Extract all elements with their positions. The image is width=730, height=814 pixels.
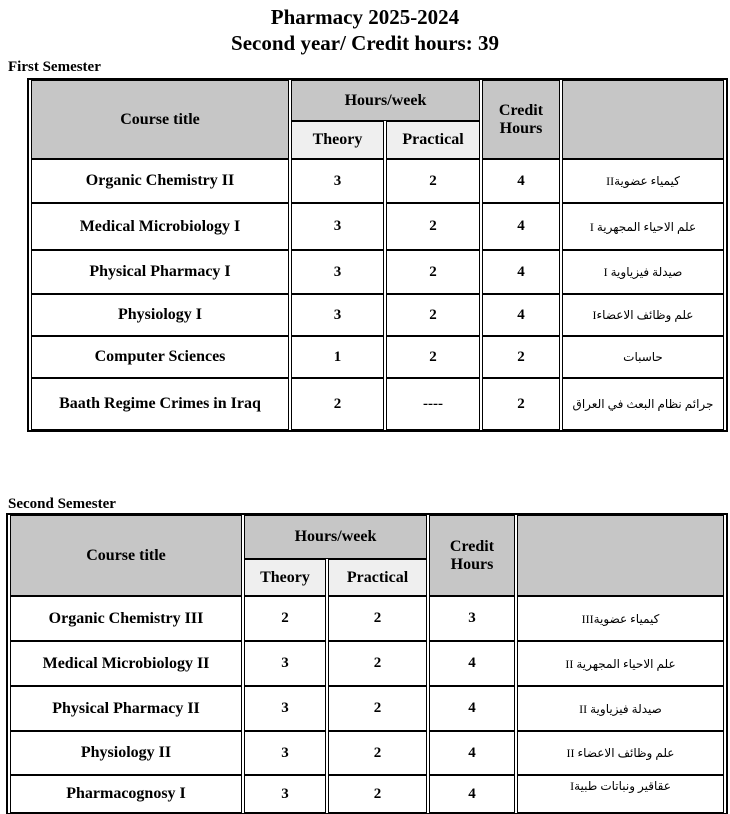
- table-row: [31, 250, 724, 294]
- course-title-cell: Physiology II: [10, 731, 242, 775]
- course-title-cell: Physical Pharmacy II: [10, 686, 242, 731]
- header-row-main: [31, 80, 724, 121]
- credit-hours-header: Credit Hours: [482, 80, 560, 159]
- practical-hours-cell: 2: [328, 731, 427, 775]
- theory-hours-cell: 2: [291, 378, 384, 430]
- course-title-header: Course title: [10, 515, 242, 596]
- practical-hours-cell: ----: [386, 378, 480, 430]
- arabic-title-cell: عقاقير ونباتات طبيةI: [517, 775, 724, 813]
- table-row: [31, 378, 724, 430]
- practical-hours-cell: 2: [328, 596, 427, 641]
- credit-hours-cell: 4: [429, 686, 515, 731]
- credit-hours-cell: 4: [429, 641, 515, 686]
- table-row: [10, 686, 724, 731]
- credit-hours-cell: 2: [482, 336, 560, 378]
- arabic-title-cell: علم وظائف الاعضاءI: [562, 294, 724, 336]
- theory-hours-cell: 3: [291, 203, 384, 250]
- arabic-title-cell: صيدلة فيزياوية I: [562, 250, 724, 294]
- credit-hours-cell: 4: [482, 250, 560, 294]
- hours-week-header: Hours/week: [291, 80, 480, 121]
- second-semester-table: [6, 513, 728, 814]
- course-title-cell: Physical Pharmacy I: [31, 250, 289, 294]
- credit-hours-cell: 4: [482, 159, 560, 203]
- credit-hours-cell: 3: [429, 596, 515, 641]
- table-row: [10, 596, 724, 641]
- course-title-cell: Pharmacognosy I: [10, 775, 242, 813]
- theory-hours-cell: 2: [244, 596, 326, 641]
- credit-hours-cell: 2: [482, 378, 560, 430]
- course-title-cell: Baath Regime Crimes in Iraq: [31, 378, 289, 430]
- course-title-cell: Physiology I: [31, 294, 289, 336]
- document-title: [0, 4, 730, 56]
- arabic-title-header: [562, 80, 724, 159]
- theory-hours-cell: 3: [291, 250, 384, 294]
- practical-hours-cell: 2: [328, 641, 427, 686]
- arabic-title-cell: علم الاحياء المجهرية I: [562, 203, 724, 250]
- course-title-header: Course title: [31, 80, 289, 159]
- theory-hours-cell: 1: [291, 336, 384, 378]
- theory-hours-cell: 3: [244, 641, 326, 686]
- table-row: [10, 775, 724, 813]
- first-semester-table: [27, 78, 728, 432]
- practical-hours-cell: 2: [328, 686, 427, 731]
- practical-hours-cell: 2: [328, 775, 427, 813]
- course-title-cell: Computer Sciences: [31, 336, 289, 378]
- arabic-title-cell: صيدلة فيزياوية II: [517, 686, 724, 731]
- arabic-title-cell: علم الاحياء المجهرية II: [517, 641, 724, 686]
- arabic-title-cell: كيمياء عضويةIII: [517, 596, 724, 641]
- course-title-cell: Medical Microbiology II: [10, 641, 242, 686]
- first-semester-heading: First Semester: [8, 59, 101, 75]
- practical-hours-cell: 2: [386, 159, 480, 203]
- credit-hours-cell: 4: [429, 775, 515, 813]
- practical-hours-cell: 2: [386, 294, 480, 336]
- table-row: [31, 336, 724, 378]
- theory-header: Theory: [291, 121, 384, 159]
- credit-hours-header: Credit Hours: [429, 515, 515, 596]
- title-line-2: Second year/ Credit hours: 39: [231, 31, 499, 55]
- arabic-title-cell: جرائم نظام البعث في العراق: [562, 378, 724, 430]
- hours-week-header: Hours/week: [244, 515, 427, 559]
- theory-hours-cell: 3: [244, 775, 326, 813]
- practical-hours-cell: 2: [386, 336, 480, 378]
- course-title-cell: Organic Chemistry III: [10, 596, 242, 641]
- practical-hours-cell: 2: [386, 203, 480, 250]
- course-title-cell: Medical Microbiology I: [31, 203, 289, 250]
- credit-hours-cell: 4: [482, 203, 560, 250]
- theory-hours-cell: 3: [244, 731, 326, 775]
- theory-hours-cell: 3: [291, 159, 384, 203]
- practical-header: Practical: [386, 121, 480, 159]
- title-line-1: Pharmacy 2025-2024: [270, 5, 460, 29]
- arabic-title-cell: كيمياء عضويةII: [562, 159, 724, 203]
- course-title-cell: Organic Chemistry II: [31, 159, 289, 203]
- arabic-title-cell: علم وظائف الاعضاء II: [517, 731, 724, 775]
- credit-hours-cell: 4: [482, 294, 560, 336]
- theory-hours-cell: 3: [244, 686, 326, 731]
- theory-header: Theory: [244, 559, 326, 596]
- arabic-title-cell: حاسبات: [562, 336, 724, 378]
- credit-hours-cell: 4: [429, 731, 515, 775]
- second-semester-heading: Second Semester: [8, 496, 116, 512]
- table-row: [31, 159, 724, 203]
- theory-hours-cell: 3: [291, 294, 384, 336]
- practical-header: Practical: [328, 559, 427, 596]
- header-row-main: [10, 515, 724, 559]
- practical-hours-cell: 2: [386, 250, 480, 294]
- table-row: [31, 294, 724, 336]
- table-row: [31, 203, 724, 250]
- table-row: [10, 731, 724, 775]
- table-row: [10, 641, 724, 686]
- arabic-title-header: [517, 515, 724, 596]
